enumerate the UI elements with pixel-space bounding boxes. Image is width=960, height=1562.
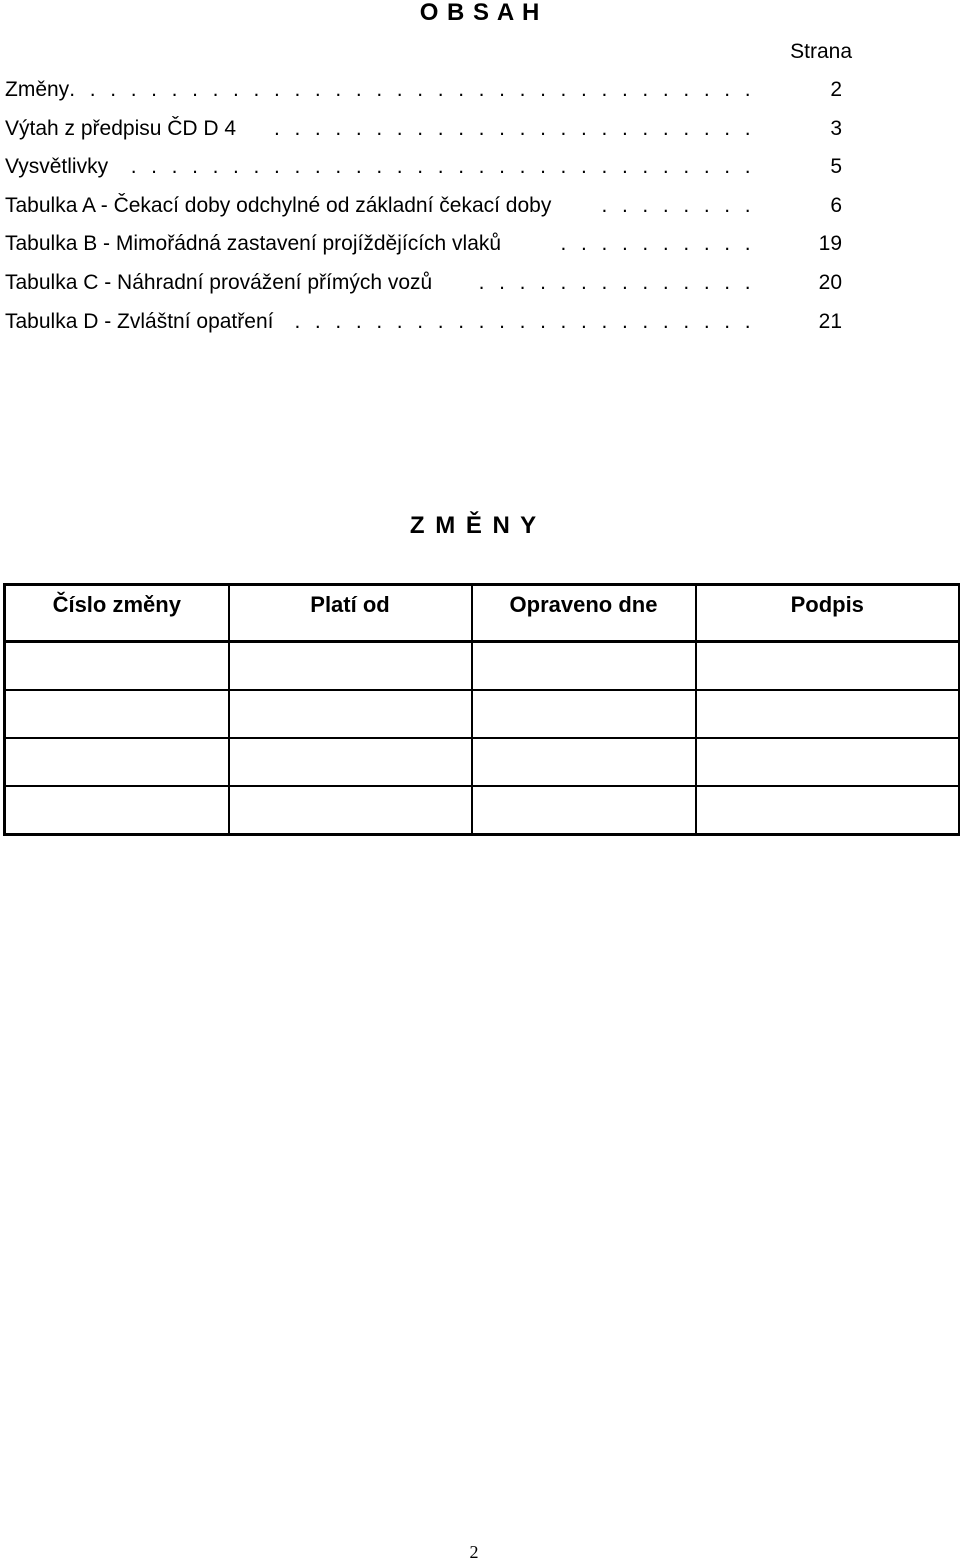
table-cell[interactable] xyxy=(696,738,960,786)
table-cell[interactable] xyxy=(229,738,472,786)
toc-entry-page: 20 xyxy=(818,270,842,294)
table-header-row xyxy=(5,585,960,642)
toc-entry-label: Výtah z předpisu ČD D 4 xyxy=(5,116,237,140)
toc-entry-page: 3 xyxy=(830,116,842,140)
table-cell[interactable] xyxy=(229,786,472,835)
toc-entry-leader: . . . . . . . . . . . . . . . . . . . . . . . . xyxy=(273,116,755,140)
toc-entry-leader: . . . . . . . . . . . . . . . . . . . . . . . xyxy=(294,309,755,333)
toc-entry-page: 5 xyxy=(830,155,842,179)
toc-entry-label: Změny xyxy=(5,78,70,101)
table-cell[interactable] xyxy=(472,738,696,786)
table-row xyxy=(5,642,960,691)
toc-entry-label: Tabulka B - Mimořádná zastavení projíždějících vlaků xyxy=(5,232,502,256)
table-cell[interactable] xyxy=(696,786,960,835)
table-row xyxy=(5,738,960,786)
toc-list xyxy=(5,76,855,346)
table-cell[interactable] xyxy=(472,786,696,835)
table-cell[interactable] xyxy=(472,690,696,738)
toc-entry-label: Tabulka A - Čekací doby odchylné od základní čekací doby xyxy=(5,193,552,217)
table-row xyxy=(5,690,960,738)
changes-title: Z M Ě N Y xyxy=(409,512,539,539)
toc-entry-page: 21 xyxy=(818,309,842,333)
toc-entry-leader: . . . . . . . . . . . . . . . . . . . . . . . . . . . . . . . . . . xyxy=(69,78,755,101)
table-cell[interactable] xyxy=(5,690,229,738)
toc-entry-vysvetlivky[interactable] xyxy=(5,153,855,192)
table-cell[interactable] xyxy=(696,642,960,691)
toc-entry-tabulka-b[interactable] xyxy=(5,230,855,269)
changes-table xyxy=(3,583,960,836)
column-header-change-number: Číslo změny xyxy=(5,585,229,642)
table-cell[interactable] xyxy=(5,738,229,786)
table-cell[interactable] xyxy=(229,642,472,691)
table-cell[interactable] xyxy=(472,642,696,691)
toc-title: O B S A H xyxy=(419,0,541,26)
table-row xyxy=(5,786,960,835)
toc-page-column-header: Strana xyxy=(790,40,852,63)
toc-entry-tabulka-a[interactable] xyxy=(5,192,855,231)
toc-entry-vytah[interactable] xyxy=(5,115,855,154)
table-cell[interactable] xyxy=(696,690,960,738)
column-header-signature: Podpis xyxy=(696,585,960,642)
toc-entry-page: 6 xyxy=(830,193,842,217)
toc-entry-page: 19 xyxy=(818,232,842,256)
column-header-corrected-on: Opraveno dne xyxy=(472,585,696,642)
toc-entry-leader: . . . . . . . . . . . . . . xyxy=(478,270,755,294)
toc-entry-label: Tabulka C - Náhradní provážení přímých vozů xyxy=(5,270,433,294)
table-cell[interactable] xyxy=(229,690,472,738)
toc-entry-zmeny[interactable] xyxy=(5,76,855,115)
table-cell[interactable] xyxy=(5,642,229,691)
table-cell[interactable] xyxy=(5,786,229,835)
toc-entry-leader: . . . . . . . . . . xyxy=(560,232,755,256)
page-number: 2 xyxy=(469,1542,479,1562)
toc-entry-leader: . . . . . . . . xyxy=(601,193,755,217)
toc-entry-tabulka-d[interactable] xyxy=(5,308,855,347)
toc-entry-leader: . . . . . . . . . . . . . . . . . . . . . . . . . . . . . . . xyxy=(130,155,755,179)
column-header-valid-from: Platí od xyxy=(229,585,472,642)
toc-entry-tabulka-c[interactable] xyxy=(5,269,855,308)
toc-entry-label: Vysvětlivky xyxy=(5,155,109,179)
toc-entry-label: Tabulka D - Zvláštní opatření xyxy=(5,309,274,333)
toc-entry-page: 2 xyxy=(830,78,842,101)
